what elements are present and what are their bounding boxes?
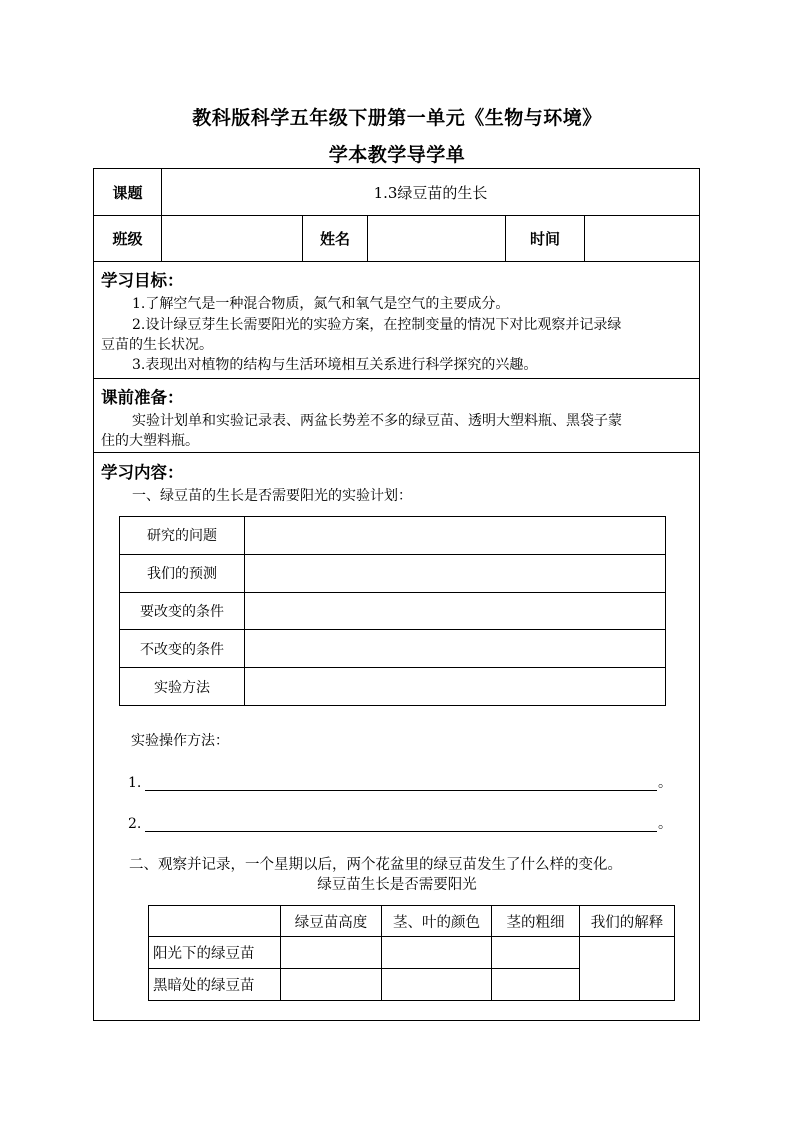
name-field[interactable] — [368, 216, 505, 261]
plan-row-label: 不改变的条件 — [120, 630, 245, 668]
blank-1-period: 。 — [658, 775, 672, 791]
divider — [94, 452, 699, 453]
topic-value: 1.3绿豆苗的生长 — [373, 183, 488, 202]
table-row — [120, 668, 666, 706]
goal-item-2: 2.设计绿豆芽生长需要阳光的实验方案，在控制变量的情况下对比观察并记录绿 — [132, 317, 622, 333]
table-row — [149, 937, 675, 969]
table-header-cell: 茎、叶的颜色 — [382, 906, 492, 937]
content-heading: 学习内容： — [101, 463, 184, 482]
row-label: 黑暗处的绿豆苗 — [149, 969, 281, 1001]
prep-line-2: 住的大塑料瓶。 — [101, 433, 199, 449]
table-cell-input[interactable] — [382, 969, 492, 1001]
explanation-cell-input[interactable] — [580, 937, 675, 1001]
blank-2-line[interactable] — [145, 831, 657, 832]
plan-row-input[interactable] — [245, 554, 666, 592]
plan-row-label: 实验方法 — [120, 668, 245, 706]
prep-heading: 课前准备： — [101, 388, 184, 407]
class-label: 班级 — [112, 230, 143, 248]
observation-table-title: 绿豆苗生长是否需要阳光 — [317, 877, 477, 893]
name-label: 姓名 — [319, 230, 350, 248]
blank-2-period: 。 — [658, 816, 672, 832]
plan-row-input[interactable] — [245, 517, 666, 555]
document-title: 教科版科学五年级下册第一单元《生物与环境》 — [192, 107, 602, 129]
table-cell-input[interactable] — [492, 969, 580, 1001]
table-cell-input[interactable] — [281, 969, 382, 1001]
table-row — [120, 630, 666, 668]
divider — [94, 261, 699, 262]
observation-table — [148, 905, 675, 1000]
blank-1-number: 1. — [128, 775, 142, 791]
prep-line-1: 实验计划单和实验记录表、两盆长势差不多的绿豆苗、透明大塑料瓶、黑袋子蒙 — [132, 413, 622, 429]
table-cell-input[interactable] — [281, 937, 382, 969]
divider — [94, 378, 699, 379]
plan-row-label: 研究的问题 — [120, 517, 245, 555]
goals-heading: 学习目标： — [101, 271, 184, 290]
plan-row-input[interactable] — [245, 630, 666, 668]
table-cell-input[interactable] — [382, 937, 492, 969]
row-label: 阳光下的绿豆苗 — [149, 937, 281, 969]
table-header-cell: 绿豆苗高度 — [281, 906, 382, 937]
table-row — [120, 554, 666, 592]
table-row — [149, 906, 675, 937]
goal-item-3: 3.表现出对植物的结构与生活环境相互关系进行科学探究的兴趣。 — [132, 357, 538, 373]
table-header-cell: 我们的解释 — [580, 906, 675, 937]
experiment-plan-table — [119, 516, 666, 706]
time-field[interactable] — [585, 216, 699, 261]
table-header-cell — [149, 906, 281, 937]
part1-heading: 一、绿豆苗的生长是否需要阳光的实验计划： — [132, 488, 412, 504]
plan-row-input[interactable] — [245, 592, 666, 630]
time-label: 时间 — [529, 230, 560, 248]
document-subtitle: 学本教学导学单 — [328, 144, 466, 166]
method-label: 实验操作方法： — [131, 733, 229, 749]
table-header-cell: 茎的粗细 — [492, 906, 580, 937]
blank-2-number: 2. — [128, 816, 142, 832]
class-field[interactable] — [162, 216, 302, 261]
goal-item-1: 1.了解空气是一种混合物质，氮气和氧气是空气的主要成分。 — [132, 296, 510, 312]
plan-row-input[interactable] — [245, 668, 666, 706]
plan-row-label: 要改变的条件 — [120, 592, 245, 630]
table-cell-input[interactable] — [492, 937, 580, 969]
table-row — [120, 517, 666, 555]
goal-item-2-cont: 豆苗的生长状况。 — [101, 337, 213, 353]
blank-1-line[interactable] — [145, 790, 657, 791]
topic-label: 课题 — [112, 183, 143, 202]
part2-heading: 二、观察并记录，一个星期以后，两个花盆里的绿豆苗发生了什么样的变化。 — [129, 857, 622, 873]
table-row — [120, 592, 666, 630]
plan-row-label: 我们的预测 — [120, 554, 245, 592]
